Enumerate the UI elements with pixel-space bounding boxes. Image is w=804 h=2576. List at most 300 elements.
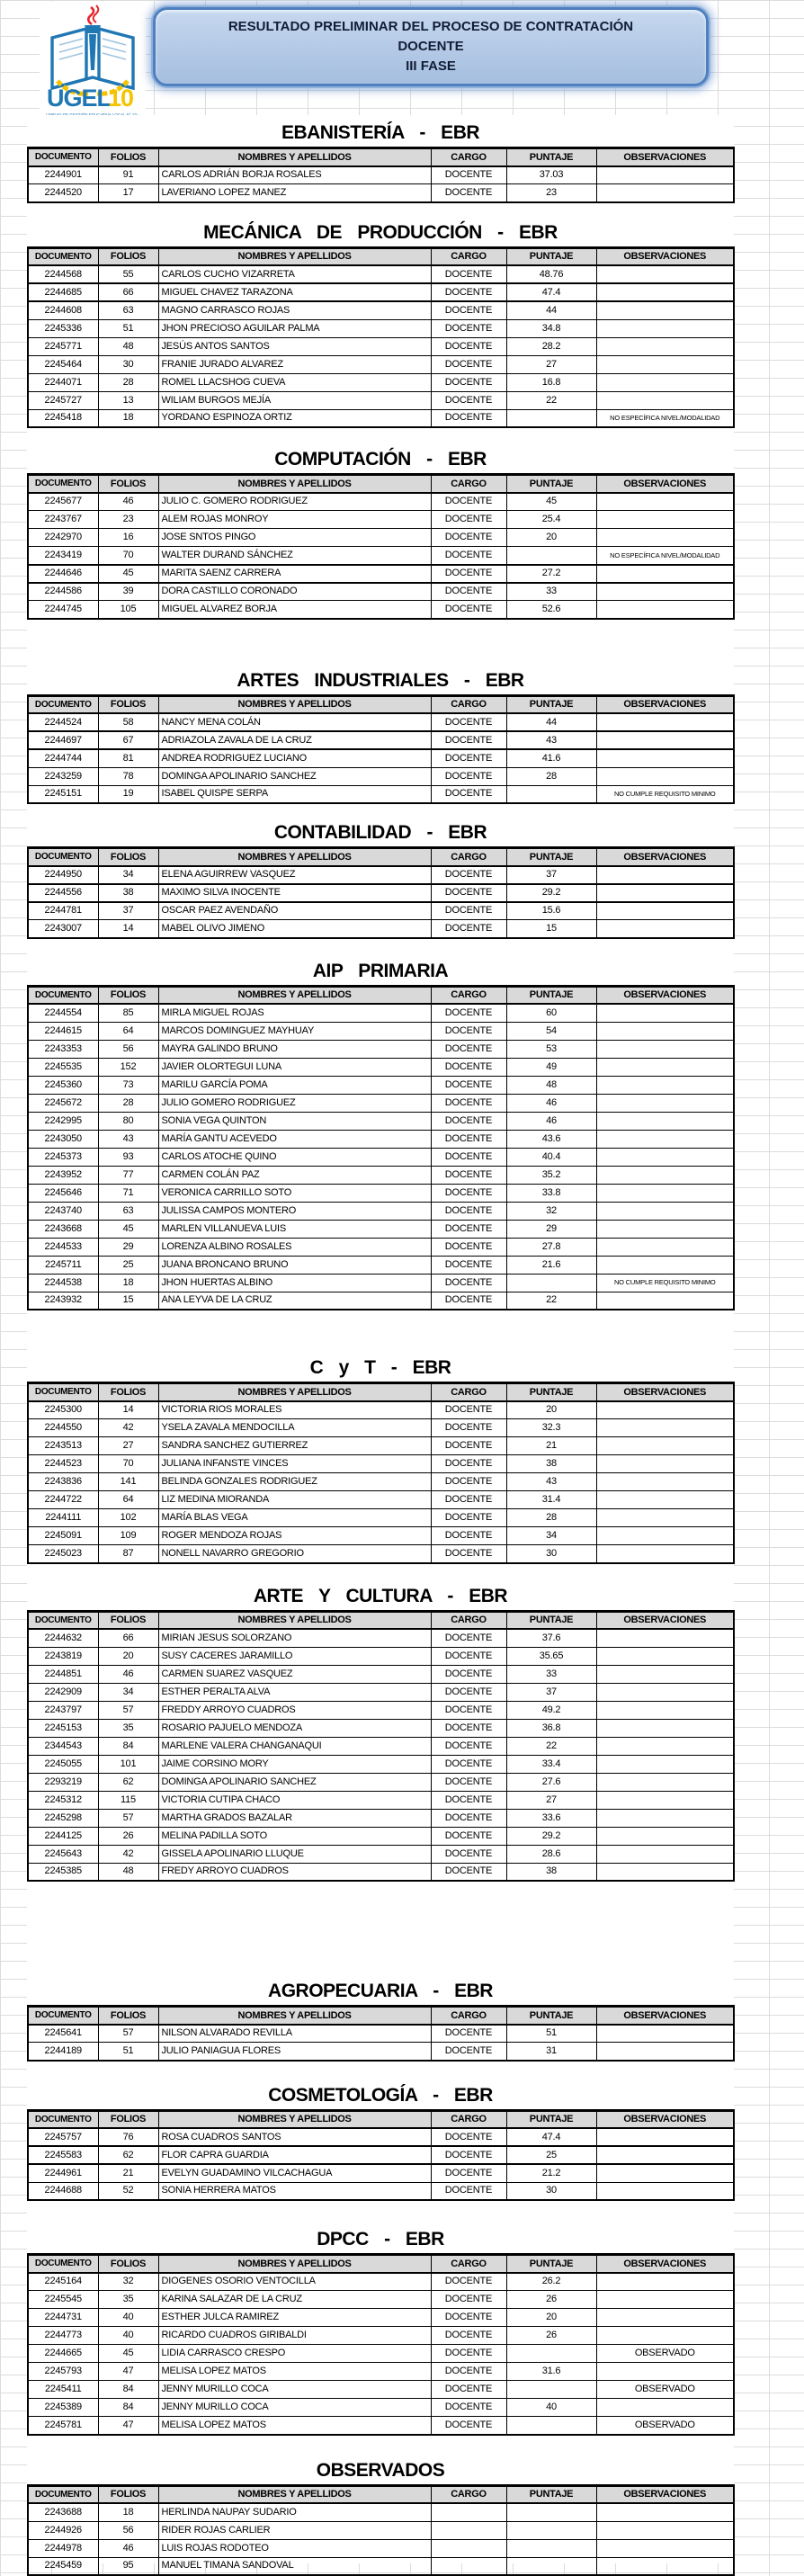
observaciones-cell <box>596 2025 734 2043</box>
nombre-cell: ROMEL LLACSHOG CUEVA <box>158 373 431 391</box>
puntaje-cell: 26 <box>506 2291 596 2309</box>
cargo-cell: DOCENTE <box>431 601 506 619</box>
col-header-puntaje: PUNTAJE <box>506 2485 596 2503</box>
col-header-nombres: NOMBRES Y APELLIDOS <box>158 848 431 866</box>
folios-cell: 64 <box>98 1491 158 1509</box>
svg-text:UGEL: UGEL <box>47 85 112 112</box>
table-row <box>28 1701 734 1719</box>
folios-cell: 85 <box>98 1004 158 1022</box>
puntaje-cell: 15.6 <box>506 902 596 920</box>
cargo-cell: DOCENTE <box>431 2309 506 2327</box>
puntaje-cell: 47.4 <box>506 283 596 301</box>
cargo-cell: DOCENTE <box>431 166 506 184</box>
documento-cell: 2244781 <box>28 902 98 920</box>
table-row <box>28 866 734 884</box>
observaciones-cell: OBSERVADO <box>596 2381 734 2399</box>
nombre-cell: DOMINGA APOLINARIO SANCHEZ <box>158 767 431 785</box>
table-row <box>28 1022 734 1040</box>
nombre-cell: JOSE SNTOS PINGO <box>158 529 431 547</box>
documento-cell: 2245336 <box>28 319 98 337</box>
cargo-cell: DOCENTE <box>431 1683 506 1701</box>
col-header-puntaje: PUNTAJE <box>506 1611 596 1629</box>
table-row <box>28 1719 734 1737</box>
nombre-cell: MELINA PADILLA SOTO <box>158 1827 431 1845</box>
puntaje-cell: 23 <box>506 184 596 202</box>
documento-cell: 2244111 <box>28 1509 98 1527</box>
table-row <box>28 493 734 511</box>
nombre-cell: MIRLA MIGUEL ROJAS <box>158 1004 431 1022</box>
puntaje-cell: 49.2 <box>506 1701 596 1719</box>
puntaje-cell: 46 <box>506 1094 596 1112</box>
cargo-cell: DOCENTE <box>431 1238 506 1256</box>
documento-cell: 2245727 <box>28 391 98 409</box>
folios-cell: 105 <box>98 601 158 619</box>
cargo-cell: DOCENTE <box>431 409 506 427</box>
observaciones-cell <box>596 1773 734 1791</box>
table-row <box>28 1058 734 1076</box>
cargo-cell: DOCENTE <box>431 511 506 529</box>
observaciones-cell <box>596 1256 734 1274</box>
puntaje-cell: 20 <box>506 2309 596 2327</box>
col-header-cargo: CARGO <box>431 2485 506 2503</box>
results-table <box>27 2484 735 2576</box>
puntaje-cell: 28.2 <box>506 337 596 355</box>
puntaje-cell: 25.4 <box>506 511 596 529</box>
documento-cell: 2242970 <box>28 529 98 547</box>
documento-cell: 2244646 <box>28 565 98 583</box>
col-header-documento: DOCUMENTO <box>28 986 98 1004</box>
folios-cell: 57 <box>98 1809 158 1827</box>
table-row <box>28 2539 734 2557</box>
results-table <box>27 2005 735 2062</box>
puntaje-cell <box>506 2521 596 2539</box>
nombre-cell: JULIANA INFANSTE VINCES <box>158 1455 431 1473</box>
puntaje-cell: 44 <box>506 301 596 319</box>
table-row <box>28 1629 734 1647</box>
documento-cell: 2244745 <box>28 601 98 619</box>
cargo-cell: DOCENTE <box>431 1184 506 1202</box>
nombre-cell: JULISSA CAMPOS MONTERO <box>158 1202 431 1220</box>
observaciones-cell <box>596 1737 734 1755</box>
nombre-cell: MARÍA GANTU ACEVEDO <box>158 1130 431 1148</box>
folios-cell: 47 <box>98 2363 158 2381</box>
puntaje-cell: 48 <box>506 1076 596 1094</box>
section-4 <box>27 823 734 939</box>
documento-cell: 2244533 <box>28 1238 98 1256</box>
documento-cell: 2245677 <box>28 493 98 511</box>
observaciones-cell <box>596 1755 734 1773</box>
folios-cell: 93 <box>98 1148 158 1166</box>
puntaje-cell: 40 <box>506 2399 596 2417</box>
puntaje-cell: 31 <box>506 2043 596 2061</box>
folios-cell: 91 <box>98 166 158 184</box>
puntaje-cell: 20 <box>506 529 596 547</box>
folios-cell: 18 <box>98 1274 158 1292</box>
col-header-nombres: NOMBRES Y APELLIDOS <box>158 475 431 493</box>
col-header-nombres: NOMBRES Y APELLIDOS <box>158 986 431 1004</box>
documento-cell: 2244961 <box>28 2164 98 2182</box>
col-header-puntaje: PUNTAJE <box>506 2007 596 2025</box>
section-8 <box>27 1981 734 2062</box>
col-header-observaciones: OBSERVACIONES <box>596 247 734 265</box>
cargo-cell: DOCENTE <box>431 1791 506 1809</box>
table-row <box>28 1509 734 1527</box>
documento-cell: 2244615 <box>28 1022 98 1040</box>
observaciones-cell <box>596 1827 734 1845</box>
table-row <box>28 1473 734 1491</box>
puntaje-cell: 34 <box>506 1527 596 1545</box>
col-header-documento: DOCUMENTO <box>28 1383 98 1401</box>
nombre-cell: YSELA ZAVALA MENDOCILLA <box>158 1419 431 1437</box>
table-row <box>28 1491 734 1509</box>
nombre-cell: KARINA SALAZAR DE LA CRUZ <box>158 2291 431 2309</box>
nombre-cell: RIDER ROJAS CARLIER <box>158 2521 431 2539</box>
puntaje-cell <box>506 547 596 565</box>
nombre-cell: MARILU GARCÍA POMA <box>158 1076 431 1094</box>
cargo-cell: DOCENTE <box>431 731 506 749</box>
table-row <box>28 1076 734 1094</box>
col-header-nombres: NOMBRES Y APELLIDOS <box>158 2110 431 2128</box>
puntaje-cell <box>506 2557 596 2575</box>
sheet-content <box>27 115 734 2563</box>
observaciones-cell <box>596 1004 734 1022</box>
table-row <box>28 1845 734 1863</box>
observaciones-cell <box>596 2146 734 2164</box>
col-header-puntaje: PUNTAJE <box>506 1383 596 1401</box>
observaciones-cell <box>596 1220 734 1238</box>
documento-cell: 2243668 <box>28 1220 98 1238</box>
observaciones-cell <box>596 601 734 619</box>
col-header-puntaje: PUNTAJE <box>506 247 596 265</box>
folios-cell: 84 <box>98 1737 158 1755</box>
table-row <box>28 319 734 337</box>
puntaje-cell: 21.2 <box>506 2164 596 2182</box>
documento-cell: 2245373 <box>28 1148 98 1166</box>
documento-cell: 2245411 <box>28 2381 98 2399</box>
col-header-puntaje: PUNTAJE <box>506 148 596 166</box>
observaciones-cell <box>596 1401 734 1419</box>
puntaje-cell: 33.8 <box>506 1184 596 1202</box>
folios-cell: 70 <box>98 547 158 565</box>
observaciones-cell <box>596 1863 734 1881</box>
table-row <box>28 713 734 731</box>
observaciones-cell <box>596 493 734 511</box>
documento-cell: 2242909 <box>28 1683 98 1701</box>
table-row <box>28 1220 734 1238</box>
cargo-cell: DOCENTE <box>431 767 506 785</box>
col-header-documento: DOCUMENTO <box>28 475 98 493</box>
nombre-cell: ELENA AGUIRREW VASQUEZ <box>158 866 431 884</box>
cargo-cell: DOCENTE <box>431 1202 506 1220</box>
table-row <box>28 1419 734 1437</box>
table-row <box>28 391 734 409</box>
table-row <box>28 2327 734 2345</box>
cargo-cell: DOCENTE <box>431 1773 506 1791</box>
col-header-cargo: CARGO <box>431 1383 506 1401</box>
nombre-cell: LIZ MEDINA MIORANDA <box>158 1491 431 1509</box>
documento-cell: 2244697 <box>28 731 98 749</box>
cargo-cell: DOCENTE <box>431 1076 506 1094</box>
cargo-cell: DOCENTE <box>431 1473 506 1491</box>
observaciones-cell <box>596 1166 734 1184</box>
puntaje-cell: 27.6 <box>506 1773 596 1791</box>
table-row <box>28 1238 734 1256</box>
table-row <box>28 1665 734 1683</box>
observaciones-cell <box>596 184 734 202</box>
results-table <box>27 2253 735 2436</box>
puntaje-cell: 33.6 <box>506 1809 596 1827</box>
puntaje-cell: 27 <box>506 1791 596 1809</box>
cargo-cell: DOCENTE <box>431 2164 506 2182</box>
cargo-cell: DOCENTE <box>431 1455 506 1473</box>
section-title: COMPUTACIÓN - EBR <box>27 450 734 470</box>
puntaje-cell: 33.4 <box>506 1755 596 1773</box>
table-row <box>28 1148 734 1166</box>
table-row <box>28 1527 734 1545</box>
table-row <box>28 1401 734 1419</box>
cargo-cell: DOCENTE <box>431 1130 506 1148</box>
table-row <box>28 511 734 529</box>
observaciones-cell <box>596 1845 734 1863</box>
col-header-folios: FOLIOS <box>98 247 158 265</box>
table-row <box>28 409 734 427</box>
table-row <box>28 2164 734 2182</box>
table-row <box>28 1773 734 1791</box>
documento-cell: 2245300 <box>28 1401 98 1419</box>
col-header-cargo: CARGO <box>431 2255 506 2273</box>
table-row <box>28 1292 734 1310</box>
table-row <box>28 920 734 938</box>
cargo-cell: DOCENTE <box>431 1256 506 1274</box>
nombre-cell: JENNY MURILLO COCA <box>158 2381 431 2399</box>
title-line-3: III FASE <box>406 58 456 75</box>
col-header-observaciones: OBSERVACIONES <box>596 695 734 713</box>
folios-cell: 18 <box>98 409 158 427</box>
observaciones-cell <box>596 1665 734 1683</box>
col-header-observaciones: OBSERVACIONES <box>596 1383 734 1401</box>
documento-cell: 2244608 <box>28 301 98 319</box>
puntaje-cell: 38 <box>506 1455 596 1473</box>
nombre-cell: SONIA VEGA QUINTON <box>158 1112 431 1130</box>
documento-cell: 2245757 <box>28 2128 98 2146</box>
puntaje-cell: 20 <box>506 1401 596 1419</box>
documento-cell: 2244731 <box>28 2309 98 2327</box>
puntaje-cell: 22 <box>506 1292 596 1310</box>
folios-cell: 46 <box>98 1665 158 1683</box>
nombre-cell: ESTHER JULCA RAMIREZ <box>158 2309 431 2327</box>
cargo-cell: DOCENTE <box>431 184 506 202</box>
folios-cell: 95 <box>98 2557 158 2575</box>
observaciones-cell <box>596 529 734 547</box>
documento-cell: 2244524 <box>28 713 98 731</box>
table-row <box>28 1004 734 1022</box>
observaciones-cell <box>596 866 734 884</box>
nombre-cell: OSCAR PAEZ AVENDAÑO <box>158 902 431 920</box>
results-table <box>27 473 735 620</box>
folios-cell: 73 <box>98 1076 158 1094</box>
documento-cell: 2245153 <box>28 1719 98 1737</box>
puntaje-cell: 21 <box>506 1437 596 1455</box>
nombre-cell: VICTORIA RIOS MORALES <box>158 1401 431 1419</box>
observaciones-cell <box>596 1647 734 1665</box>
folios-cell: 40 <box>98 2327 158 2345</box>
documento-cell: 2244773 <box>28 2327 98 2345</box>
col-header-folios: FOLIOS <box>98 2485 158 2503</box>
folios-cell: 66 <box>98 1629 158 1647</box>
ugel10-logo-icon <box>40 2 146 113</box>
nombre-cell: NILSON ALVARADO REVILLA <box>158 2025 431 2043</box>
col-header-puntaje: PUNTAJE <box>506 475 596 493</box>
table-row <box>28 355 734 373</box>
nombre-cell: EVELYN GUADAMINO VILCACHAGUA <box>158 2164 431 2182</box>
documento-cell: 2245793 <box>28 2363 98 2381</box>
table-row <box>28 749 734 767</box>
documento-cell: 2244665 <box>28 2345 98 2363</box>
cargo-cell: DOCENTE <box>431 583 506 601</box>
table-row <box>28 184 734 202</box>
folios-cell: 70 <box>98 1455 158 1473</box>
documento-cell: 2244722 <box>28 1491 98 1509</box>
documento-cell: 2244901 <box>28 166 98 184</box>
documento-cell: 2245545 <box>28 2291 98 2309</box>
col-header-cargo: CARGO <box>431 2110 506 2128</box>
observaciones-cell <box>596 1058 734 1076</box>
cargo-cell: DOCENTE <box>431 2128 506 2146</box>
nombre-cell: JAVIER OLORTEGUI LUNA <box>158 1058 431 1076</box>
nombre-cell: FREDY ARROYO CUADROS <box>158 1863 431 1881</box>
col-header-nombres: NOMBRES Y APELLIDOS <box>158 2255 431 2273</box>
folios-cell: 67 <box>98 731 158 749</box>
observaciones-cell <box>596 1455 734 1473</box>
puntaje-cell: 30 <box>506 2182 596 2200</box>
observaciones-cell <box>596 1076 734 1094</box>
section-title: DPCC - EBR <box>27 2230 734 2250</box>
puntaje-cell <box>506 2503 596 2521</box>
folios-cell: 66 <box>98 283 158 301</box>
cargo-cell: DOCENTE <box>431 1629 506 1647</box>
puntaje-cell: 27.8 <box>506 1238 596 1256</box>
folios-cell: 56 <box>98 1040 158 1058</box>
section-3 <box>27 671 734 805</box>
documento-cell: 2245055 <box>28 1755 98 1773</box>
table-row <box>28 1545 734 1563</box>
cargo-cell: DOCENTE <box>431 2291 506 2309</box>
nombre-cell: MARÍA BLAS VEGA <box>158 1509 431 1527</box>
table-row <box>28 1202 734 1220</box>
documento-cell: 2244520 <box>28 184 98 202</box>
col-header-nombres: NOMBRES Y APELLIDOS <box>158 695 431 713</box>
observaciones-cell <box>596 1527 734 1545</box>
puntaje-cell: 26 <box>506 2327 596 2345</box>
folios-cell: 46 <box>98 493 158 511</box>
table-row <box>28 1184 734 1202</box>
col-header-observaciones: OBSERVACIONES <box>596 148 734 166</box>
table-row <box>28 2128 734 2146</box>
puntaje-cell: 22 <box>506 1737 596 1755</box>
observaciones-cell <box>596 1292 734 1310</box>
col-header-folios: FOLIOS <box>98 148 158 166</box>
documento-cell: 2244538 <box>28 1274 98 1292</box>
folios-cell: 27 <box>98 1437 158 1455</box>
puntaje-cell: 37.6 <box>506 1629 596 1647</box>
cargo-cell: DOCENTE <box>431 1112 506 1130</box>
observaciones-cell <box>596 1791 734 1809</box>
observaciones-cell <box>596 2557 734 2575</box>
cargo-cell: DOCENTE <box>431 713 506 731</box>
cargo-cell: DOCENTE <box>431 1647 506 1665</box>
folios-cell: 152 <box>98 1058 158 1076</box>
col-header-observaciones: OBSERVACIONES <box>596 986 734 1004</box>
folios-cell: 30 <box>98 355 158 373</box>
nombre-cell: LUIS ROJAS RODOTEO <box>158 2539 431 2557</box>
puntaje-cell: 33 <box>506 1665 596 1683</box>
nombre-cell: DIOGENES OSORIO VENTOCILLA <box>158 2273 431 2291</box>
observaciones-cell <box>596 373 734 391</box>
folios-cell: 29 <box>98 1238 158 1256</box>
puntaje-cell: 38 <box>506 1863 596 1881</box>
puntaje-cell: 34.8 <box>506 319 596 337</box>
observaciones-cell <box>596 1629 734 1647</box>
documento-cell: 2245583 <box>28 2146 98 2164</box>
documento-cell: 2245771 <box>28 337 98 355</box>
nombre-cell: JENNY MURILLO COCA <box>158 2399 431 2417</box>
col-header-cargo: CARGO <box>431 247 506 265</box>
folios-cell: 57 <box>98 2025 158 2043</box>
col-header-nombres: NOMBRES Y APELLIDOS <box>158 1383 431 1401</box>
folios-cell: 15 <box>98 1292 158 1310</box>
col-header-cargo: CARGO <box>431 986 506 1004</box>
observaciones-cell <box>596 355 734 373</box>
nombre-cell: SONIA HERRERA MATOS <box>158 2182 431 2200</box>
table-row <box>28 2417 734 2435</box>
puntaje-cell: 37 <box>506 1683 596 1701</box>
documento-cell: 2244744 <box>28 749 98 767</box>
cargo-cell: DOCENTE <box>431 2043 506 2061</box>
observaciones-cell <box>596 2164 734 2182</box>
folios-cell: 28 <box>98 373 158 391</box>
table-row <box>28 1791 734 1809</box>
puntaje-cell: 32 <box>506 1202 596 1220</box>
puntaje-cell: 25 <box>506 2146 596 2164</box>
puntaje-cell <box>506 2417 596 2435</box>
table-row <box>28 1683 734 1701</box>
documento-cell: 2244688 <box>28 2182 98 2200</box>
sections-container <box>27 123 734 2576</box>
cargo-cell: DOCENTE <box>431 2363 506 2381</box>
folios-cell: 13 <box>98 391 158 409</box>
section-6 <box>27 1358 734 1564</box>
documento-cell: 2245643 <box>28 1845 98 1863</box>
nombre-cell: VICTORIA CUTIPA CHACO <box>158 1791 431 1809</box>
observaciones-cell <box>596 2503 734 2521</box>
nombre-cell: JHON PRECIOSO AGUILAR PALMA <box>158 319 431 337</box>
nombre-cell: ALEM ROJAS MONROY <box>158 511 431 529</box>
table-row <box>28 2363 734 2381</box>
table-row <box>28 2309 734 2327</box>
table-row <box>28 1737 734 1755</box>
folios-cell: 45 <box>98 565 158 583</box>
section-11 <box>27 2461 734 2576</box>
col-header-folios: FOLIOS <box>98 1611 158 1629</box>
observaciones-cell <box>596 1112 734 1130</box>
puntaje-cell: 29 <box>506 1220 596 1238</box>
nombre-cell: MARITA SAENZ CARRERA <box>158 565 431 583</box>
documento-cell: 2245298 <box>28 1809 98 1827</box>
puntaje-cell: 45 <box>506 493 596 511</box>
puntaje-cell: 53 <box>506 1040 596 1058</box>
section-title: AGROPECUARIA - EBR <box>27 1981 734 2001</box>
documento-cell: 2244550 <box>28 1419 98 1437</box>
